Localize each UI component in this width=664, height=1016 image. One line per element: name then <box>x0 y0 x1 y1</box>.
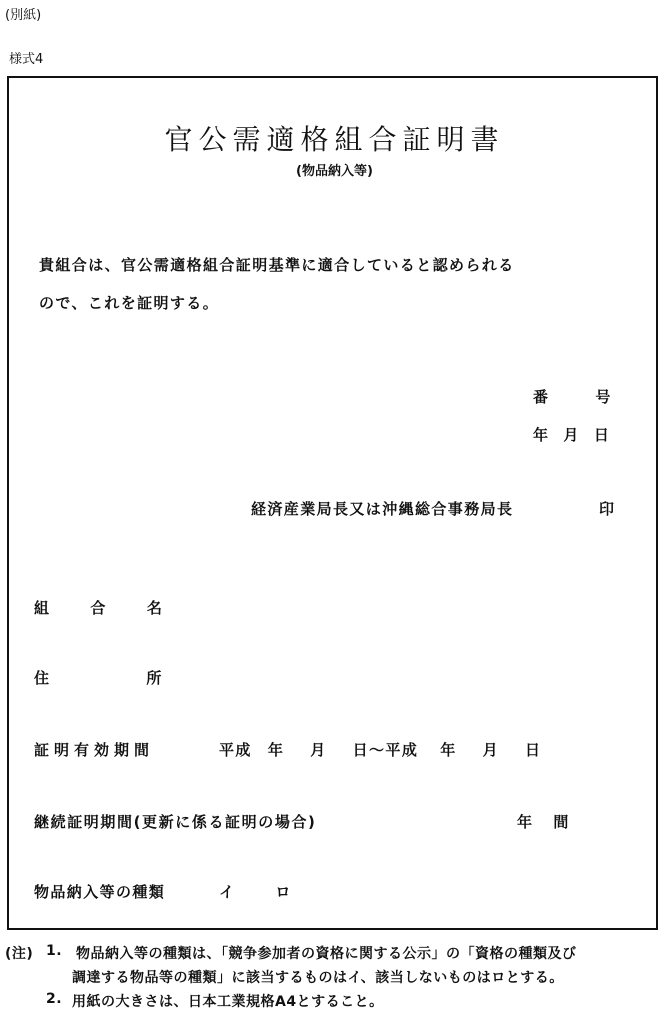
note-1-line-2: 調達する物品等の種類」に該当するものはイ、該当しないものはロとする。 <box>72 970 564 986</box>
date-label <box>533 424 610 445</box>
validity-year-start: 年 <box>267 741 285 759</box>
form-number: 様式4 <box>9 52 44 67</box>
address-label <box>34 667 163 688</box>
body-line-2: ので、これを証明する。 <box>39 294 220 312</box>
union-name-char-1: 組 <box>34 599 51 617</box>
address-char-1: 住 <box>34 669 51 687</box>
continuous-year: 年 <box>517 813 534 831</box>
attachment-label: (別紙) <box>5 8 42 23</box>
validity-day-end: 日 <box>525 741 542 759</box>
category-label: 物品納入等の種類 <box>34 883 166 901</box>
body-line-1: 貴組合は、官公需適格組合証明基準に適合していると認められる <box>39 256 515 274</box>
validity-label: 証明有効期間 <box>34 741 155 759</box>
continuous-period-label: 継続証明期間(更新に係る証明の場合) <box>34 813 317 831</box>
union-name-char-3: 名 <box>146 599 164 617</box>
document-title: 官公需適格組合証明書 <box>164 123 505 156</box>
union-name-char-2: 合 <box>90 599 107 617</box>
category-option-ro: ロ <box>275 883 292 901</box>
address-char-2: 所 <box>146 669 163 687</box>
union-name-label <box>34 597 163 618</box>
validity-day-start-era-end: 日～平成 <box>352 741 419 759</box>
validity-year-end: 年 <box>440 741 457 759</box>
category-option-i: イ <box>219 883 236 901</box>
notes-prefix: (注) <box>5 946 34 962</box>
certificate-frame <box>7 76 658 930</box>
continuous-duration: 間 <box>553 813 570 831</box>
category-options <box>219 881 292 902</box>
number-label-2: 号 <box>595 388 612 406</box>
continuous-period-value <box>517 811 570 832</box>
number-label-1: 番 <box>533 388 550 406</box>
note-1-number: 1. <box>46 943 63 959</box>
validity-value <box>219 739 541 760</box>
date-month: 月 <box>563 426 580 444</box>
validity-month-end: 月 <box>482 741 500 759</box>
validity-month-start: 月 <box>310 741 327 759</box>
document-subtitle: (物品納入等) <box>296 164 373 179</box>
issuer: 経済産業局長又は沖縄総合事務局長 <box>251 500 514 518</box>
seal-mark: 印 <box>599 500 616 518</box>
note-2-number: 2. <box>46 991 63 1007</box>
date-year: 年 <box>533 426 550 444</box>
note-2-text: 用紙の大きさは、日本工業規格A4とすること。 <box>72 994 384 1010</box>
number-label <box>533 386 612 407</box>
validity-era-start: 平成 <box>219 741 252 759</box>
note-1-line-1: 物品納入等の種類は、「競争参加者の資格に関する公示」の「資格の種類及び <box>76 946 577 962</box>
date-day: 日 <box>593 426 611 444</box>
